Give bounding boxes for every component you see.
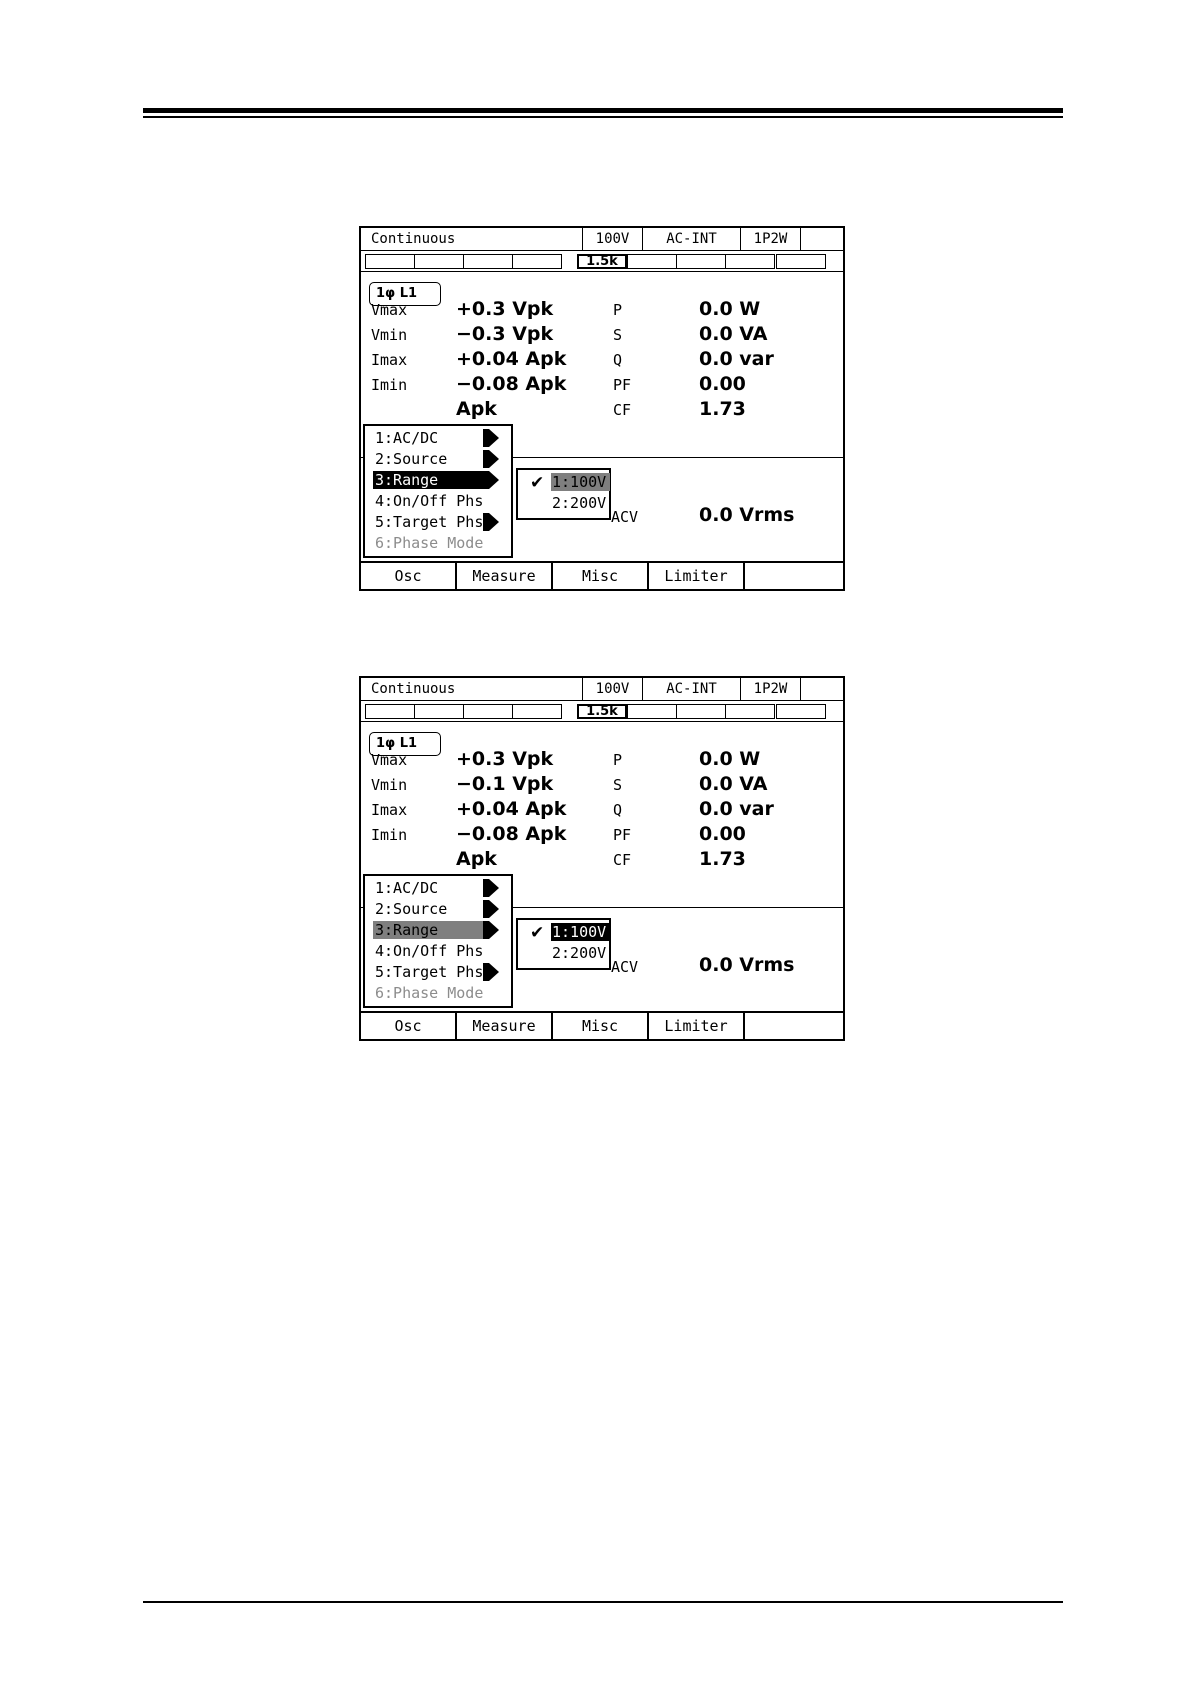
submenu-arrow-icon xyxy=(489,963,499,981)
measurement-value: 0.0 W xyxy=(699,298,761,320)
softkey-osc[interactable]: Osc xyxy=(361,1013,457,1039)
submenu-arrow-icon xyxy=(489,900,499,918)
menu-item-source[interactable]: 2:Source xyxy=(375,900,448,918)
config-menu xyxy=(363,874,513,1008)
status-wiring: 1P2W xyxy=(741,678,801,700)
submenu-arrow-icon xyxy=(489,471,499,489)
softkey-blank[interactable] xyxy=(745,1013,843,1039)
softkey-measure[interactable]: Measure xyxy=(457,563,553,589)
indicator-slot xyxy=(463,704,513,719)
indicator-slot xyxy=(676,704,726,719)
submenu-arrow-icon xyxy=(489,513,499,531)
indicator-slot xyxy=(776,254,826,269)
indicator-slot xyxy=(414,704,464,719)
range-option-1[interactable]: 1:100V xyxy=(551,473,610,491)
measurement-value: 0.0 VA xyxy=(699,323,768,345)
menu-item-target-phs[interactable]: 5:Target Phs xyxy=(375,963,484,981)
acv-label: ACV xyxy=(611,508,639,526)
measurement-value: −0.08 Apk xyxy=(456,373,567,395)
measurement-name: CF xyxy=(613,401,632,419)
measurement-name: Imin xyxy=(371,376,408,394)
lcd-screen-2 xyxy=(359,676,845,1041)
softkey-misc[interactable]: Misc xyxy=(553,1013,649,1039)
status-mode: Continuous xyxy=(361,228,583,250)
softkey-bar xyxy=(361,561,843,589)
measurement-value: 0.0 var xyxy=(699,348,774,370)
status-source: AC-INT xyxy=(643,678,741,700)
measurement-value: 1.73 xyxy=(699,398,746,420)
lcd-screen-1 xyxy=(359,226,845,591)
measurement-value: 0.0 W xyxy=(699,748,761,770)
menu-item-on-off-phs[interactable]: 4:On/Off Phs xyxy=(375,942,484,960)
indicator-slot xyxy=(512,254,562,269)
menu-item-ac-dc[interactable]: 1:AC/DC xyxy=(375,429,439,447)
checkmark-icon: ✔ xyxy=(530,473,545,493)
measurement-name: Imax xyxy=(371,351,408,369)
submenu-arrow-icon xyxy=(489,921,499,939)
menu-item-phase-mode: 6:Phase Mode xyxy=(375,534,484,552)
range-option-2[interactable]: 2:200V xyxy=(552,494,607,512)
measurement-name: CF xyxy=(613,851,632,869)
submenu-arrow-icon xyxy=(489,429,499,447)
measurement-name: Vmax xyxy=(371,751,408,769)
acv-label: ACV xyxy=(611,958,639,976)
measurement-value: −0.08 Apk xyxy=(456,823,567,845)
softkey-limiter[interactable]: Limiter xyxy=(649,1013,745,1039)
indicator-slot xyxy=(365,254,415,269)
measurement-value: 0.0 var xyxy=(699,798,774,820)
indicator-slot xyxy=(463,254,513,269)
measurement-name: Vmin xyxy=(371,776,408,794)
measurement-value: Apk xyxy=(456,398,497,420)
softkey-osc[interactable]: Osc xyxy=(361,563,457,589)
status-mode: Continuous xyxy=(361,678,583,700)
range-submenu xyxy=(516,468,611,520)
measurement-value: 1.73 xyxy=(699,848,746,870)
indicator-slot xyxy=(627,704,677,719)
menu-item-on-off-phs[interactable]: 4:On/Off Phs xyxy=(375,492,484,510)
indicator-frequency: 1.5k xyxy=(577,704,627,719)
measurement-name: Imax xyxy=(371,801,408,819)
measurement-value: 0.00 xyxy=(699,823,746,845)
status-range: 100V xyxy=(583,678,643,700)
menu-item-range[interactable]: 3:Range xyxy=(373,471,485,489)
measurement-name: Q xyxy=(613,351,623,369)
softkey-misc[interactable]: Misc xyxy=(553,563,649,589)
measurement-value: −0.1 Vpk xyxy=(456,773,554,795)
indicator-slot xyxy=(365,704,415,719)
acv-value: 0.0 Vrms xyxy=(699,504,795,526)
submenu-arrow-icon xyxy=(489,879,499,897)
softkey-bar xyxy=(361,1011,843,1039)
measurement-value: Apk xyxy=(456,848,497,870)
measurement-name: S xyxy=(613,776,623,794)
range-submenu xyxy=(516,918,611,970)
measurement-name: P xyxy=(613,301,623,319)
indicator-slot xyxy=(414,254,464,269)
softkey-blank[interactable] xyxy=(745,563,843,589)
softkey-measure[interactable]: Measure xyxy=(457,1013,553,1039)
checkmark-icon: ✔ xyxy=(530,923,545,943)
indicator-slot xyxy=(725,704,775,719)
config-menu xyxy=(363,424,513,558)
indicator-slot xyxy=(725,254,775,269)
indicator-slot xyxy=(627,254,677,269)
menu-item-ac-dc[interactable]: 1:AC/DC xyxy=(375,879,439,897)
indicator-bar xyxy=(361,700,843,722)
footer-rule xyxy=(143,1601,1063,1603)
measurement-name: Vmax xyxy=(371,301,408,319)
measurement-name: PF xyxy=(613,376,632,394)
indicator-slot xyxy=(676,254,726,269)
phase-badge[interactable]: 1φ L1 xyxy=(369,732,441,756)
status-wiring: 1P2W xyxy=(741,228,801,250)
indicator-frequency: 1.5k xyxy=(577,254,627,269)
measurement-name: PF xyxy=(613,826,632,844)
measurement-value: 0.0 VA xyxy=(699,773,768,795)
menu-item-range[interactable]: 3:Range xyxy=(373,921,485,939)
acv-value: 0.0 Vrms xyxy=(699,954,795,976)
measurement-value: −0.3 Vpk xyxy=(456,323,554,345)
phase-badge[interactable]: 1φ L1 xyxy=(369,282,441,306)
range-option-1[interactable]: 1:100V xyxy=(551,923,610,941)
measurement-value: 0.00 xyxy=(699,373,746,395)
range-option-2[interactable]: 2:200V xyxy=(552,944,607,962)
measurement-name: P xyxy=(613,751,623,769)
header-rule-thick xyxy=(143,108,1063,113)
status-range: 100V xyxy=(583,228,643,250)
measurement-value: +0.3 Vpk xyxy=(456,298,554,320)
indicator-slot xyxy=(776,704,826,719)
header-rule-thin xyxy=(143,116,1063,118)
measurement-name: Imin xyxy=(371,826,408,844)
indicator-bar xyxy=(361,250,843,272)
status-source: AC-INT xyxy=(643,228,741,250)
measurement-name: S xyxy=(613,326,623,344)
indicator-slot xyxy=(512,704,562,719)
measurement-name: Q xyxy=(613,801,623,819)
measurement-value: +0.04 Apk xyxy=(456,348,567,370)
menu-item-target-phs[interactable]: 5:Target Phs xyxy=(375,513,484,531)
menu-item-source[interactable]: 2:Source xyxy=(375,450,448,468)
measurement-value: +0.3 Vpk xyxy=(456,748,554,770)
softkey-limiter[interactable]: Limiter xyxy=(649,563,745,589)
status-bar xyxy=(361,678,843,700)
measurement-name: Vmin xyxy=(371,326,408,344)
status-bar xyxy=(361,228,843,250)
menu-item-phase-mode: 6:Phase Mode xyxy=(375,984,484,1002)
submenu-arrow-icon xyxy=(489,450,499,468)
measurement-value: +0.04 Apk xyxy=(456,798,567,820)
